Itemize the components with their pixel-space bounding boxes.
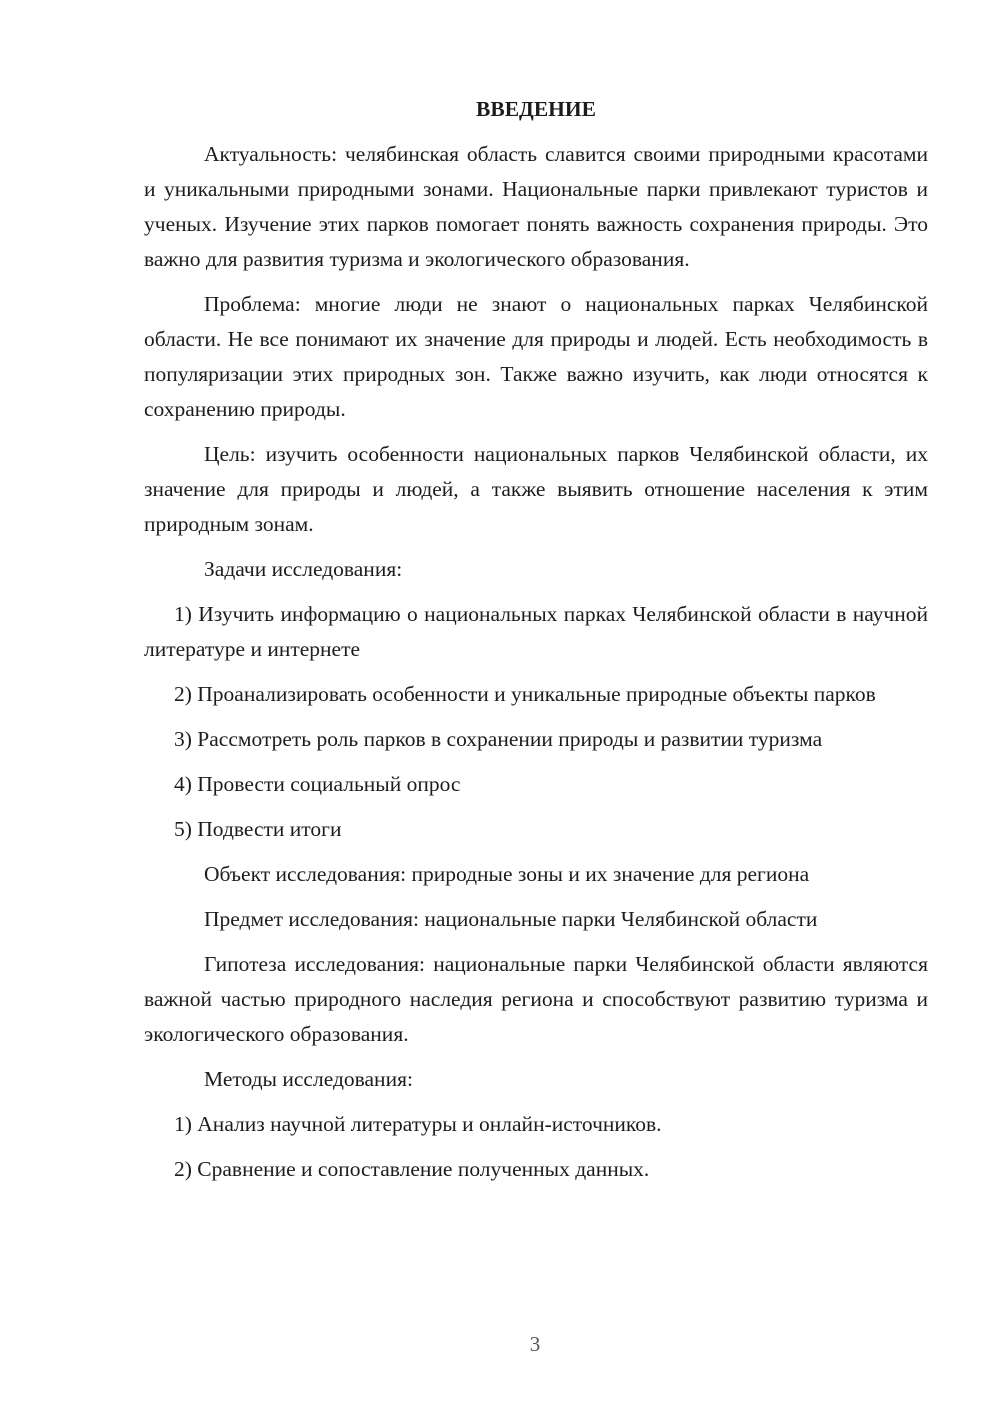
document-page [144,92,928,1197]
methods-heading: Методы исследования: [204,1067,413,1091]
list-item: 2) Сравнение и сопоставление полученных данных. [174,1157,650,1181]
list-item: 1) Анализ научной литературы и онлайн-источников. [174,1112,662,1136]
goal-paragraph: Цель: изучить особенности национальных парков Челябинской области, их значение для природы и людей, а также выявить отношение населения к этим природным зонам. [144,442,928,536]
problem-paragraph: Проблема: многие люди не знают о национальных парках Челябинской области. Не все понимают их значение для природы и людей. Есть необходимость в популяризации этих природных зон. Также важно изучить, как люди относятся к сохранению природы. [144,292,928,421]
list-item: 1) Изучить информацию о национальных парках Челябинской области в научной литературе и интернете [144,602,928,661]
page-number: 3 [529,1332,541,1356]
methods-list [144,1107,928,1187]
list-item: 3) Рассмотреть роль парков в сохранении природы и развитии туризма [174,727,823,751]
list-item: 4) Провести социальный опрос [174,772,461,796]
research-object: Объект исследования: природные зоны и их значение для региона [204,862,810,886]
list-item: 2) Проанализировать особенности и уникальные природные объекты парков [174,682,876,706]
relevance-paragraph: Актуальность: челябинская область славится своими природными красотами и уникальными природными зонами. Национальные парки привлекают туристов и ученых. Изучение этих парков помогает понять важность сохранения природы. Это важно для развития туризма и экологического образования. [144,142,928,271]
hypothesis-paragraph: Гипотеза исследования: национальные парки Челябинской области являются важной частью природного наследия региона и способствуют развитию туризма и экологического образования. [144,952,928,1046]
tasks-heading: Задачи исследования: [204,557,403,581]
research-subject: Предмет исследования: национальные парки Челябинской области [204,907,818,931]
list-item: 5) Подвести итоги [174,817,342,841]
tasks-list [144,597,928,847]
page-title: ВВЕДЕНИЕ [476,97,596,121]
